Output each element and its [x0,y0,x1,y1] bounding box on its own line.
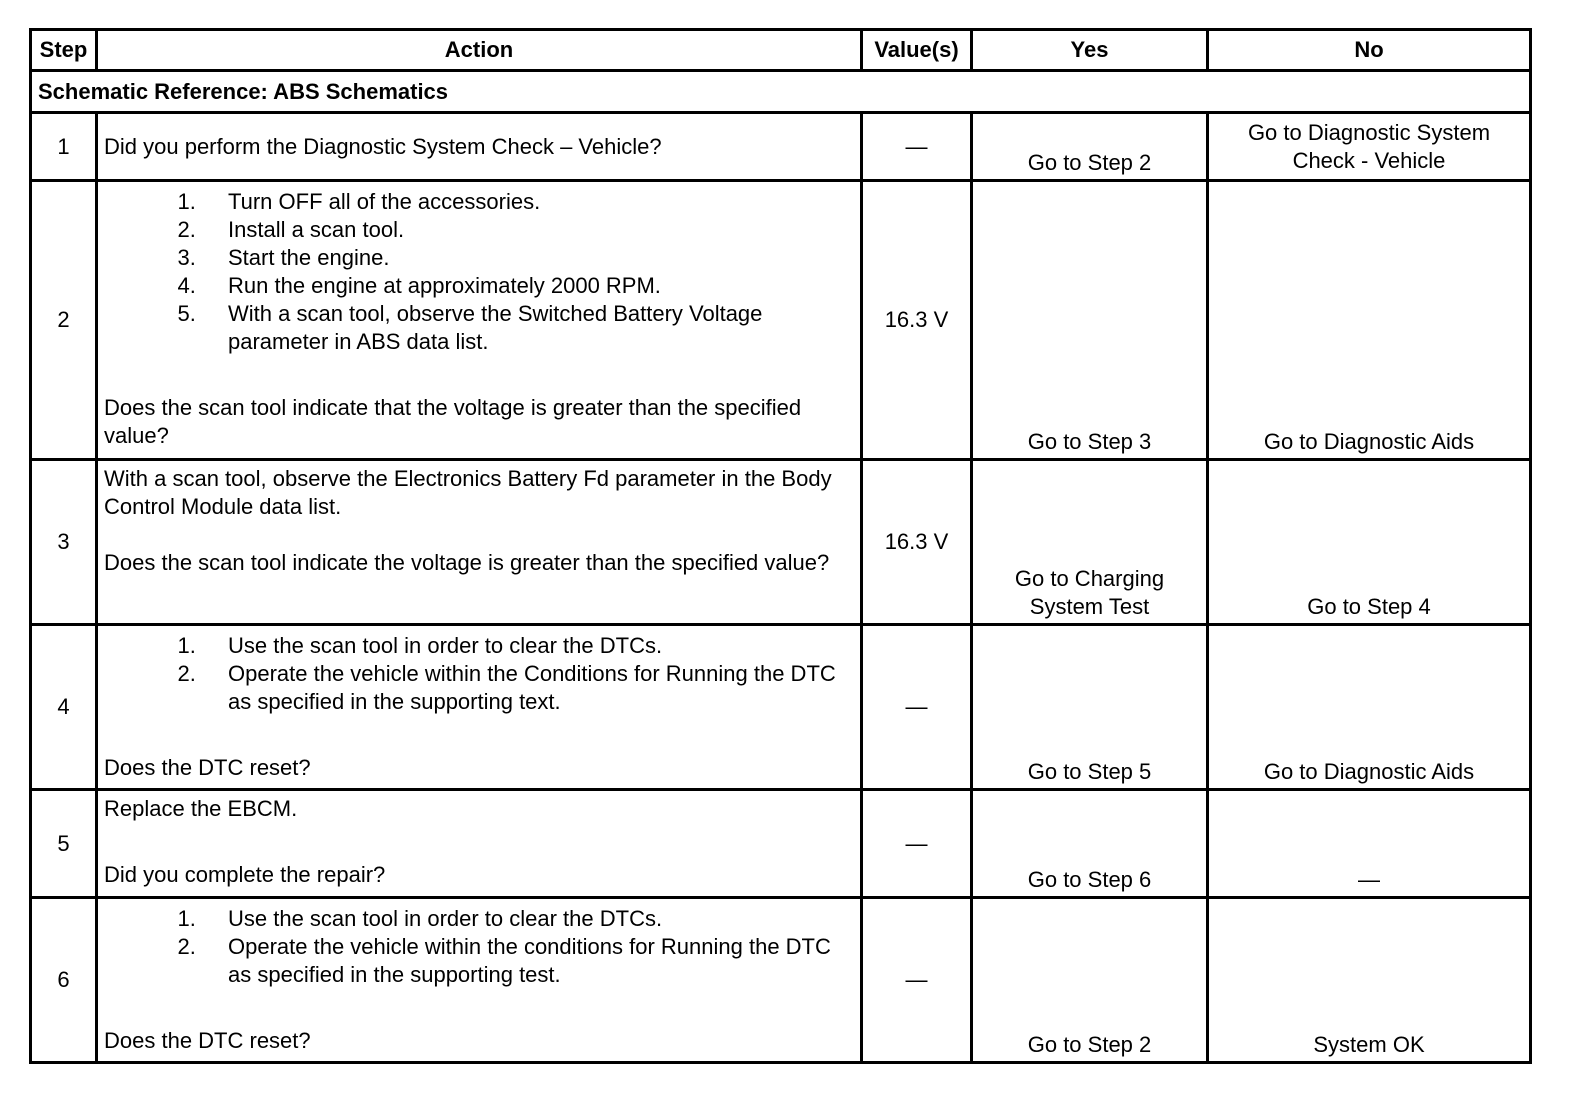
no-cell: Go to Diagnostic System Check - Vehicle [1208,113,1531,181]
value-cell: — [862,625,972,790]
action-question: Does the DTC reset? [104,1028,311,1053]
substep: 3. Start the engine. [202,244,854,272]
substep: 1. Turn OFF all of the accessories. [202,188,854,216]
action-cell [97,113,862,181]
step-number: 6 [31,898,97,1063]
header-action: Action [97,30,862,71]
substep: 2. Operate the vehicle within the Conditions for Running the DTC as specified in the supporting text. [202,660,854,716]
substep: 2. Install a scan tool. [202,216,854,244]
substep: 1. Use the scan tool in order to clear the DTCs. [202,905,854,933]
table-row [31,460,1531,625]
step-number: 2 [31,181,97,460]
action-cell [97,625,862,790]
schematic-reference-row [31,71,1531,113]
action-cell [97,898,862,1063]
table-row [31,181,1531,460]
no-cell: — [1208,790,1531,898]
step-number: 5 [31,790,97,898]
value-cell: — [862,898,972,1063]
value-cell: — [862,790,972,898]
yes-cell: Go to Step 2 [972,898,1208,1063]
no-cell: System OK [1208,898,1531,1063]
substep: 5. With a scan tool, observe the Switched Battery Voltage parameter in ABS data list. [202,300,854,356]
action-question: Does the scan tool indicate that the voltage is greater than the specified value? [104,395,802,448]
header-yes: Yes [972,30,1208,71]
table-row [31,625,1531,790]
diagnostic-table [29,28,1532,1064]
action-cell [97,460,862,625]
header-step: Step [31,30,97,71]
header-values: Value(s) [862,30,972,71]
yes-cell: Go to Step 3 [972,181,1208,460]
value-cell: — [862,113,972,181]
step-number: 3 [31,460,97,625]
action-text: Replace the EBCM. [104,796,298,821]
substep-list [104,632,854,716]
substep-list [104,905,854,989]
yes-cell: Go to Step 5 [972,625,1208,790]
substep: 1. Use the scan tool in order to clear the DTCs. [202,632,854,660]
action-text: With a scan tool, observe the Electronics Battery Fd parameter in the Body Control Module data list. [104,466,832,519]
substep: 2. Operate the vehicle within the conditions for Running the DTC as specified in the supporting test. [202,933,854,989]
table-row [31,898,1531,1063]
step-number: 4 [31,625,97,790]
substep: 4. Run the engine at approximately 2000 RPM. [202,272,854,300]
header-row [31,30,1531,71]
table-row [31,113,1531,181]
schematic-reference: Schematic Reference: ABS Schematics [31,71,1531,113]
no-cell: Go to Step 4 [1208,460,1531,625]
action-text: Did you perform the Diagnostic System Check – Vehicle? [104,133,662,159]
action-question: Does the scan tool indicate the voltage is greater than the specified value? [104,550,830,575]
no-cell: Go to Diagnostic Aids [1208,625,1531,790]
table-row [31,790,1531,898]
yes-cell: Go to Charging System Test [972,460,1208,625]
action-question: Does the DTC reset? [104,755,311,780]
value-cell: 16.3 V [862,460,972,625]
action-cell [97,181,862,460]
value-cell: 16.3 V [862,181,972,460]
no-cell: Go to Diagnostic Aids [1208,181,1531,460]
yes-cell: Go to Step 6 [972,790,1208,898]
action-question: Did you complete the repair? [104,862,386,887]
step-number: 1 [31,113,97,181]
yes-cell: Go to Step 2 [972,113,1208,181]
header-no: No [1208,30,1531,71]
action-cell [97,790,862,898]
substep-list [104,188,854,356]
